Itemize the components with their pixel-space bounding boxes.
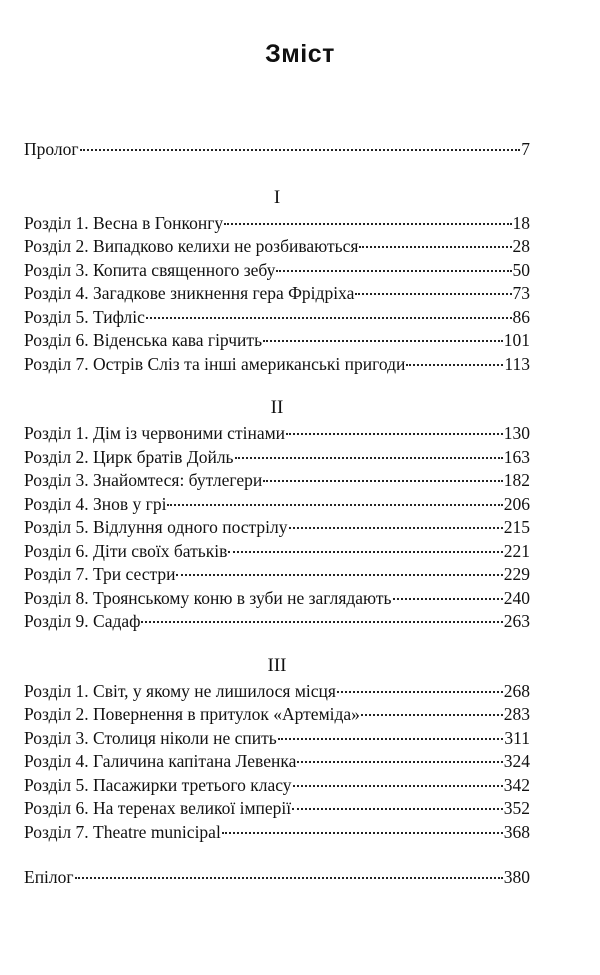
toc-entry bbox=[24, 750, 530, 774]
dot-leader bbox=[355, 292, 511, 295]
dot-leader bbox=[289, 526, 503, 529]
entry-label: Розділ 4. Загадкове зникнення гера Фрідріха bbox=[24, 283, 355, 303]
dot-leader bbox=[406, 363, 503, 366]
dot-leader bbox=[278, 737, 504, 740]
entry-page-number: 50 bbox=[512, 259, 530, 280]
dot-leader bbox=[293, 784, 503, 787]
part-2-chapters bbox=[24, 422, 530, 634]
toc-entry bbox=[24, 727, 530, 751]
entry-label: Розділ 2. Випадково келихи не розбиваються bbox=[24, 236, 359, 256]
dot-leader bbox=[276, 269, 511, 272]
entry-page-number: 342 bbox=[503, 774, 530, 795]
part-heading-2: II bbox=[270, 397, 284, 418]
entry-label: Розділ 2. Цирк братів Дойль bbox=[24, 446, 234, 467]
entry-label: Розділ 3. Копита священного зебу bbox=[24, 259, 276, 280]
entry-page-number: 18 bbox=[512, 212, 530, 233]
entry-label: Розділ 4. Знов у грі bbox=[24, 493, 167, 514]
dot-leader bbox=[286, 432, 503, 435]
entry-label: Розділ 5. Тифліс bbox=[24, 306, 145, 327]
entry-label: Епілог bbox=[24, 867, 74, 887]
toc-entry bbox=[24, 797, 530, 821]
entry-label: Розділ 6. Діти своїх батьків bbox=[24, 540, 228, 561]
entry-page-number: 352 bbox=[503, 798, 530, 818]
entry-page-number: 324 bbox=[503, 751, 530, 771]
entry-label: Розділ 9. Садаф bbox=[24, 611, 141, 631]
entry-label: Розділ 6. Віденська кава гірчить bbox=[24, 330, 263, 350]
entry-label: Розділ 7. Три сестри bbox=[24, 564, 176, 584]
dot-leader bbox=[228, 550, 502, 553]
page-title: Зміст bbox=[265, 40, 335, 68]
toc-entry bbox=[24, 610, 530, 634]
entry-page-number: 28 bbox=[512, 236, 530, 256]
toc-entry bbox=[24, 329, 530, 353]
table-of-contents bbox=[24, 138, 530, 890]
entry-page-number: 380 bbox=[503, 867, 530, 887]
entry-label: Розділ 5. Відлуння одного пострілу bbox=[24, 517, 288, 537]
entry-label: Пролог bbox=[24, 139, 79, 159]
toc-entry bbox=[24, 821, 530, 845]
dot-leader bbox=[337, 690, 503, 693]
entry-label: Розділ 4. Галичина капітана Левенка bbox=[24, 751, 297, 771]
part-3-chapters bbox=[24, 680, 530, 845]
dot-leader bbox=[263, 479, 503, 482]
toc-entry bbox=[24, 235, 530, 259]
dot-leader bbox=[263, 339, 503, 342]
dot-leader bbox=[222, 831, 503, 834]
entry-label: Розділ 8. Троянському коню в зуби не заглядають bbox=[24, 587, 392, 608]
toc-entry bbox=[24, 282, 530, 306]
entry-page-number: 229 bbox=[503, 564, 530, 584]
entry-page-number: 283 bbox=[503, 704, 530, 724]
entry-page-number: 263 bbox=[503, 611, 530, 631]
entry-page-number: 182 bbox=[503, 470, 530, 490]
dot-leader bbox=[359, 245, 511, 248]
entry-page-number: 130 bbox=[503, 423, 530, 443]
dot-leader bbox=[297, 760, 502, 763]
entry-page-number: 221 bbox=[503, 540, 530, 561]
toc-entry bbox=[24, 540, 530, 564]
toc-entry bbox=[24, 353, 530, 377]
entry-label: Розділ 2. Повернення в притулок «Артеміда» bbox=[24, 704, 360, 724]
entry-label: Розділ 7. Острів Сліз та інші американські пригоди bbox=[24, 353, 406, 374]
entry-page-number: 311 bbox=[504, 727, 530, 748]
entry-page-number: 268 bbox=[503, 680, 530, 701]
entry-label: Розділ 6. На теренах великої імперії bbox=[24, 798, 292, 818]
dot-leader bbox=[361, 713, 503, 716]
toc-entry bbox=[24, 306, 530, 330]
entry-page-number: 113 bbox=[504, 353, 530, 374]
entry-page-number: 368 bbox=[503, 821, 530, 842]
toc-entry bbox=[24, 680, 530, 704]
dot-leader bbox=[292, 807, 503, 810]
dot-leader bbox=[80, 148, 521, 151]
dot-leader bbox=[235, 456, 503, 459]
entry-label: Розділ 3. Столиця ніколи не спить bbox=[24, 727, 277, 748]
toc-entry bbox=[24, 446, 530, 470]
part-heading-1: I bbox=[273, 186, 281, 208]
dot-leader bbox=[224, 222, 511, 225]
toc-entry bbox=[24, 703, 530, 727]
toc-entry bbox=[24, 259, 530, 283]
entry-page-number: 7 bbox=[521, 139, 530, 159]
dot-leader bbox=[146, 316, 512, 319]
entry-page-number: 101 bbox=[503, 330, 530, 350]
entry-page-number: 86 bbox=[512, 306, 530, 327]
toc-entry bbox=[24, 563, 530, 587]
toc-entry bbox=[24, 774, 530, 798]
dot-leader bbox=[176, 573, 502, 576]
toc-entry bbox=[24, 493, 530, 517]
dot-leader bbox=[75, 876, 503, 879]
toc-entry bbox=[24, 516, 530, 540]
part-1-chapters bbox=[24, 212, 530, 377]
entry-page-number: 240 bbox=[503, 587, 530, 608]
entry-page-number: 73 bbox=[512, 283, 530, 303]
toc-entry bbox=[24, 212, 530, 236]
toc-entry bbox=[24, 587, 530, 611]
part-heading-3: III bbox=[267, 654, 287, 676]
entry-label: Розділ 7. Theatre municipal bbox=[24, 821, 221, 842]
entry-label: Розділ 1. Весна в Гонконгу bbox=[24, 212, 224, 233]
entry-label: Розділ 1. Світ, у якому не лишилося місця bbox=[24, 680, 336, 701]
entry-label: Розділ 1. Дім із червоними стінами bbox=[24, 423, 286, 443]
dot-leader bbox=[393, 597, 503, 600]
dot-leader bbox=[167, 503, 502, 506]
toc-entry bbox=[24, 469, 530, 493]
entry-page-number: 206 bbox=[503, 493, 530, 514]
entry-label: Розділ 5. Пасажирки третього класу bbox=[24, 774, 292, 795]
dot-leader bbox=[141, 620, 502, 623]
entry-page-number: 215 bbox=[503, 517, 530, 537]
toc-entry-epilogue bbox=[24, 866, 530, 890]
toc-entry-prologue bbox=[24, 138, 530, 162]
toc-entry bbox=[24, 422, 530, 446]
entry-page-number: 163 bbox=[503, 446, 530, 467]
entry-label: Розділ 3. Знайомтеся: бутлегери bbox=[24, 470, 263, 490]
